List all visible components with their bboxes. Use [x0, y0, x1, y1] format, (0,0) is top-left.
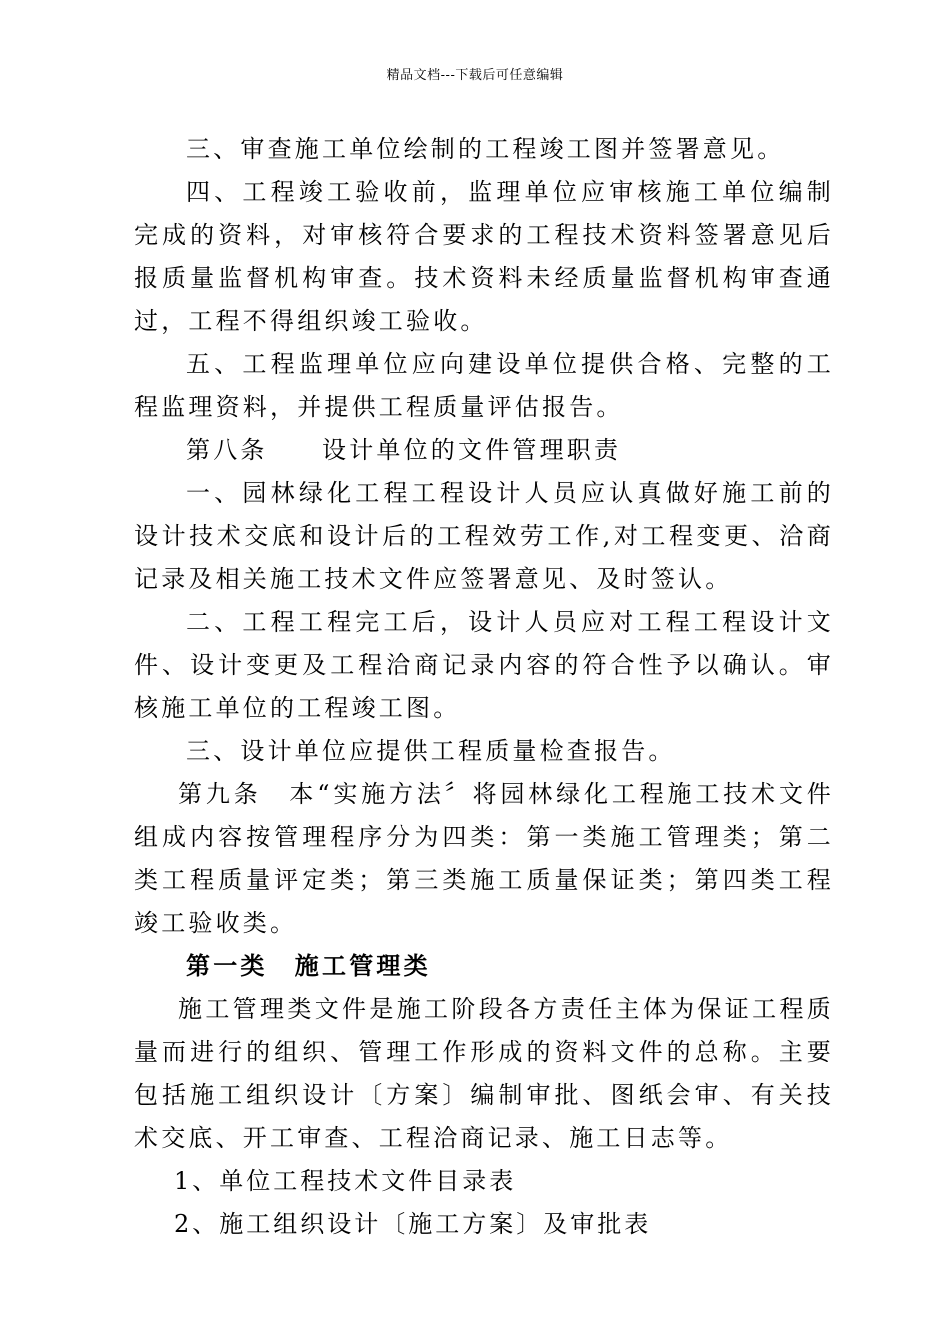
section-heading: 第一类 施工管理类: [186, 952, 431, 980]
document-body: [134, 128, 834, 1246]
paragraph-review-drawings: 三、审查施工单位绘制的工程竣工图并签署意见。: [186, 135, 785, 163]
page-header: 精品文档---下载后可任意编辑: [386, 68, 564, 83]
article-eight-title: 第八条 设计单位的文件管理职责: [186, 436, 622, 464]
paragraph-supervision-review: 四、工程竣工验收前，监理单位应审核施工单位编制完成的资料，对审核符合要求的工程技术资料签署意见后报质量监督机构审查。技术资料未经质量监督机构审查通过，工程不得组织竣工验收。: [134, 178, 834, 335]
article-nine: 第九条 本“实施方法〞将园林绿化工程施工技术文件组成内容按管理程序分为四类：第一类施工管理类；第二类工程质量评定类；第三类施工质量保证类；第四类工程竣工验收类。: [134, 780, 834, 937]
list-item: 2、施工组织设计〔施工方案〕及审批表: [174, 1210, 652, 1238]
section-description: 施工管理类文件是施工阶段各方责任主体为保证工程质量而进行的组织、管理工作形成的资料文件的总称。主要包括施工组织设计〔方案〕编制审批、图纸会审、有关技术交底、开工审查、工程洽商记录、施工日志等。: [134, 995, 834, 1152]
list-item: 1、单位工程技术文件目录表: [174, 1167, 517, 1195]
paragraph-supervision-materials: 五、工程监理单位应向建设单位提供合格、完整的工程监理资料，并提供工程质量评估报告。: [134, 350, 834, 421]
paragraph-design-report: 三、设计单位应提供工程质量检查报告。: [186, 737, 676, 765]
paragraph-design-disclosure: 一、园林绿化工程工程设计人员应认真做好施工前的设计技术交底和设计后的工程效劳工作,对工程变更、洽商记录及相关施工技术文件应签署意见、及时签认。: [134, 479, 834, 593]
paragraph-design-confirmation: 二、工程工程完工后，设计人员应对工程工程设计文件、设计变更及工程洽商记录内容的符合性予以确认。审核施工单位的工程竣工图。: [134, 608, 834, 722]
